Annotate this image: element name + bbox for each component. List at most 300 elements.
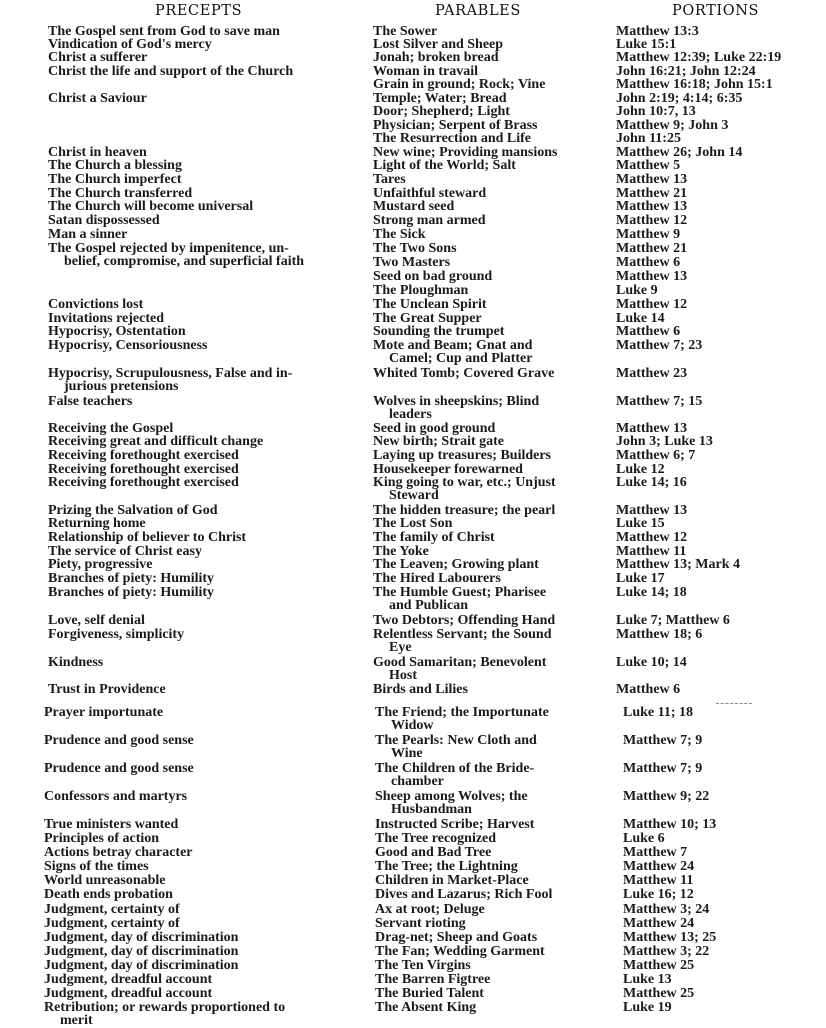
parable-cell xyxy=(373,105,510,118)
precept-cell-text: Man a sinner xyxy=(48,227,128,242)
parable-cell-text: The Leaven; Growing plant xyxy=(373,557,539,572)
parable-cell-text: The Great Supper xyxy=(373,311,482,326)
precept-cell xyxy=(48,517,146,530)
parable-cell-text: The Hired Labourers xyxy=(373,571,501,586)
parable-cell-text: Servant rioting xyxy=(375,916,466,931)
parable-cell xyxy=(373,200,454,213)
precept-cell-text: Judgment, certainty of xyxy=(44,916,180,931)
precept-cell xyxy=(48,614,145,627)
portion-cell xyxy=(616,132,681,145)
dashed-rule xyxy=(716,703,752,704)
portion-cell-text: Matthew 9 xyxy=(616,227,681,242)
precept-cell xyxy=(44,790,187,803)
parable-cell-text: King going to war, etc.; Unjust xyxy=(373,475,556,490)
parable-cell-continuation: Host xyxy=(389,668,417,684)
parable-cell-text: Door; Shepherd; Light xyxy=(373,104,510,119)
parable-cell xyxy=(375,945,545,958)
precept-cell xyxy=(48,325,186,338)
precept-cell xyxy=(44,706,163,719)
parable-cell-text: The Ploughman xyxy=(373,283,469,298)
precept-cell xyxy=(48,200,253,213)
parable-cell xyxy=(373,558,539,571)
parable-cell-continuation: Wine xyxy=(391,746,423,762)
parable-cell xyxy=(373,367,554,380)
parable-cell-text: Temple; Water; Bread xyxy=(373,91,507,106)
portion-cell-text: Luke 11; 18 xyxy=(623,705,694,720)
precept-cell-text: Receiving great and difficult change xyxy=(48,434,264,449)
portion-cell xyxy=(616,367,687,380)
portion-cell-text: Luke 19 xyxy=(623,1000,672,1015)
portion-cell xyxy=(616,449,695,462)
portion-cell-text: Matthew 11 xyxy=(616,544,687,559)
portion-cell-text: John 11:25 xyxy=(616,131,681,146)
precept-cell xyxy=(48,683,166,696)
portion-cell-text: John 16:21; John 12:24 xyxy=(616,64,756,79)
portion-cell-text: John 10:7, 13 xyxy=(616,104,696,119)
portion-cell xyxy=(616,105,696,118)
portion-cell xyxy=(616,256,680,269)
portion-cell xyxy=(616,284,658,297)
portion-cell-text: Matthew 5 xyxy=(616,158,681,173)
portion-cell-text: Matthew 11 xyxy=(623,873,694,888)
precept-cell-text: The Gospel rejected by impenitence, un- xyxy=(48,241,289,256)
parable-cell xyxy=(375,846,491,859)
parable-cell-text: Children in Market-Place xyxy=(375,873,529,888)
portion-cell xyxy=(616,51,781,64)
parable-cell xyxy=(373,173,406,186)
precept-cell-text: Piety, progressive xyxy=(48,557,153,572)
portion-cell-text: Matthew 6 xyxy=(616,324,681,339)
precept-cell-text: Judgment, certainty of xyxy=(44,902,180,917)
parable-cell-text: Grain in ground; Rock; Vine xyxy=(373,77,546,92)
portion-cell xyxy=(623,959,694,972)
precept-cell xyxy=(48,558,152,571)
precept-cell xyxy=(44,959,238,972)
portion-cell-text: Matthew 6 xyxy=(616,682,681,697)
parable-cell-text: The Buried Talent xyxy=(375,986,484,1001)
precept-cell-text: Prizing the Salvation of God xyxy=(48,503,218,518)
portion-cell xyxy=(623,888,694,901)
parable-cell-text: Birds and Lilies xyxy=(373,682,468,697)
portion-cell-text: Luke 14; 18 xyxy=(616,585,687,600)
parable-cell-text: Good and Bad Tree xyxy=(375,845,492,860)
precept-cell xyxy=(48,92,147,105)
precept-cell xyxy=(48,367,292,394)
parable-cell-text: Ax at root; Deluge xyxy=(375,902,485,917)
portion-cell xyxy=(623,1001,672,1014)
portion-cell-text: Matthew 12:39; Luke 22:19 xyxy=(616,50,782,65)
portion-cell xyxy=(623,931,716,944)
parable-cell xyxy=(373,159,516,172)
parable-cell-continuation: Steward xyxy=(389,488,439,504)
precept-cell xyxy=(48,628,184,641)
portion-cell-text: Matthew 13; 25 xyxy=(623,930,717,945)
precept-cell-text: Death ends probation xyxy=(44,887,173,902)
portion-cell xyxy=(616,572,665,585)
portion-cell-text: Matthew 7; 9 xyxy=(623,761,703,776)
portion-cell-text: Matthew 16:18; John 15:1 xyxy=(616,77,773,92)
precept-cell-continuation: jurious pretensions xyxy=(64,379,179,395)
parable-cell xyxy=(373,586,546,613)
precept-cell-text: Actions betray character xyxy=(44,845,193,860)
parable-cell xyxy=(373,214,486,227)
portion-cell-text: Matthew 3; 24 xyxy=(623,902,710,917)
precept-cell-text: False teachers xyxy=(48,394,133,409)
portion-cell xyxy=(616,298,687,311)
precept-cell-text: Receiving the Gospel xyxy=(48,421,174,436)
parable-cell-text: Mote and Beam; Gnat and xyxy=(373,338,533,353)
portion-cell-text: Matthew 26; John 14 xyxy=(616,145,743,160)
parable-cell-text: The hidden treasure; the pearl xyxy=(373,503,556,518)
portion-cell xyxy=(616,435,713,448)
parable-cell xyxy=(373,656,546,683)
precept-cell-text: Hypocrisy, Scrupulousness, False and in- xyxy=(48,366,293,381)
parable-cell xyxy=(375,1001,476,1014)
portion-cell-text: Matthew 9; 22 xyxy=(623,789,710,804)
parable-cell-continuation: chamber xyxy=(391,774,444,790)
precept-cell-text: Kindness xyxy=(48,655,104,670)
parable-cell xyxy=(375,762,534,789)
parable-cell xyxy=(373,325,504,338)
precept-cell xyxy=(44,931,238,944)
parable-cell-text: Instructed Scribe; Harvest xyxy=(375,817,535,832)
precept-cell-text: Prayer importunate xyxy=(44,705,164,720)
precept-cell-text: Satan dispossessed xyxy=(48,213,160,228)
parable-cell-text: Strong man armed xyxy=(373,213,486,228)
header-parables: PARABLES xyxy=(435,3,521,19)
precept-cell xyxy=(48,656,103,669)
portion-cell-text: Matthew 7; 23 xyxy=(616,338,703,353)
portion-cell-text: Matthew 7; 9 xyxy=(623,733,703,748)
portion-cell xyxy=(623,706,693,719)
parable-cell-text: The Lost Son xyxy=(373,516,453,531)
parable-cell xyxy=(375,903,485,916)
portion-cell xyxy=(616,476,687,489)
portion-cell-text: Luke 13 xyxy=(623,972,672,987)
precept-cell-text: World unreasonable xyxy=(44,873,166,888)
precept-cell xyxy=(48,449,239,462)
parable-cell-continuation: and Publican xyxy=(389,598,468,614)
portion-cell xyxy=(623,874,693,887)
precept-cell xyxy=(44,945,238,958)
precept-cell xyxy=(48,586,214,599)
precept-cell-text: Judgment, day of discrimination xyxy=(44,958,239,973)
portion-cell-text: Matthew 7; 15 xyxy=(616,394,703,409)
portion-cell xyxy=(616,270,687,283)
precept-cell xyxy=(44,832,159,845)
portion-cell-text: Matthew 13 xyxy=(616,199,688,214)
precept-cell-text: Prudence and good sense xyxy=(44,733,194,748)
precept-cell-text: Relationship of believer to Christ xyxy=(48,530,247,545)
parable-cell-continuation: Eye xyxy=(389,640,412,656)
portion-cell-text: Luke 12 xyxy=(616,462,665,477)
parable-cell xyxy=(373,572,501,585)
parable-cell-text: Woman in travail xyxy=(373,64,479,79)
precept-cell-text: The Church a blessing xyxy=(48,158,182,173)
portion-cell-text: Luke 14 xyxy=(616,311,665,326)
parable-cell-text: The Sick xyxy=(373,227,426,242)
portion-cell-text: Matthew 13 xyxy=(616,269,688,284)
header-precepts: PRECEPTS xyxy=(155,3,243,19)
portion-cell xyxy=(623,846,687,859)
parable-cell xyxy=(375,734,537,761)
precept-cell-text: Receiving forethought exercised xyxy=(48,475,239,490)
precept-cell-text: Convictions lost xyxy=(48,297,144,312)
parable-cell-text: The Tree recognized xyxy=(375,831,497,846)
parable-cell-text: Light of the World; Salt xyxy=(373,158,516,173)
portion-cell xyxy=(623,860,694,873)
portion-cell-text: Luke 15:1 xyxy=(616,37,677,52)
portion-cell-text: Matthew 12 xyxy=(616,213,688,228)
parable-cell-continuation: Husbandman xyxy=(391,802,472,818)
precept-cell xyxy=(48,572,214,585)
parable-cell xyxy=(373,531,495,544)
parable-cell-text: The Pearls: New Cloth and xyxy=(375,733,537,748)
portion-cell xyxy=(616,531,687,544)
portion-cell xyxy=(616,558,740,571)
parable-cell-text: Unfaithful steward xyxy=(373,186,487,201)
parable-cell xyxy=(373,228,426,241)
parable-cell-continuation: Camel; Cup and Platter xyxy=(389,351,533,367)
portion-cell xyxy=(616,656,687,669)
portion-cell xyxy=(616,614,730,627)
parable-cell xyxy=(375,973,490,986)
portion-cell-text: Matthew 12 xyxy=(616,297,688,312)
parable-cell xyxy=(375,917,466,930)
portion-cell-text: Matthew 18; 6 xyxy=(616,627,703,642)
portion-cell xyxy=(616,683,680,696)
parable-cell-text: Two Debtors; Offending Hand xyxy=(373,613,556,628)
portion-cell xyxy=(616,78,773,91)
precept-cell-text: True ministers wanted xyxy=(44,817,179,832)
precept-cell xyxy=(44,973,212,986)
precept-cell-text: Hypocrisy, Censoriousness xyxy=(48,338,208,353)
portion-cell-text: Matthew 24 xyxy=(623,859,695,874)
portion-cell xyxy=(623,790,709,803)
parable-cell xyxy=(373,435,504,448)
portion-cell-text: Matthew 6; 7 xyxy=(616,448,696,463)
parable-cell-text: Laying up treasures; Builders xyxy=(373,448,552,463)
portion-cell xyxy=(616,586,687,599)
precept-cell-text: The Church will become universal xyxy=(48,199,254,214)
parable-cell-text: The Sower xyxy=(373,24,438,39)
precept-cell xyxy=(44,860,149,873)
parable-cell-text: The Tree; the Lightning xyxy=(375,859,518,874)
precept-cell xyxy=(44,987,212,1000)
portion-cell-text: Matthew 3; 22 xyxy=(623,944,710,959)
precept-cell-text: Branches of piety: Humility xyxy=(48,571,215,586)
portion-cell xyxy=(616,339,702,352)
portion-cell-text: Matthew 10; 13 xyxy=(623,817,717,832)
portion-cell xyxy=(616,628,702,641)
parable-cell xyxy=(375,874,529,887)
portion-cell xyxy=(616,173,687,186)
precept-cell-text: Principles of action xyxy=(44,831,160,846)
portion-cell-text: Luke 14; 16 xyxy=(616,475,687,490)
parable-cell-text: The Friend; the Importunate xyxy=(375,705,549,720)
precept-cell-text: Invitations rejected xyxy=(48,311,164,326)
portion-cell-text: Luke 6 xyxy=(623,831,665,846)
precept-cell-text: Returning home xyxy=(48,516,146,531)
parable-cell-text: Seed in good ground xyxy=(373,421,496,436)
portion-cell-text: Matthew 21 xyxy=(616,186,688,201)
portion-cell-text: Matthew 7 xyxy=(623,845,688,860)
parable-cell-text: The family of Christ xyxy=(373,530,495,545)
portion-cell-text: Matthew 25 xyxy=(623,986,695,1001)
portion-cell xyxy=(623,734,702,747)
portion-cell xyxy=(616,242,687,255)
parable-cell-continuation: leaders xyxy=(389,407,432,423)
portion-cell-text: John 3; Luke 13 xyxy=(616,434,713,449)
portion-cell xyxy=(623,903,709,916)
portion-cell xyxy=(623,832,665,845)
precept-cell-continuation: merit xyxy=(60,1013,93,1028)
precept-cell-text: Branches of piety: Humility xyxy=(48,585,215,600)
parable-cell-text: Seed on bad ground xyxy=(373,269,493,284)
portion-cell-text: Matthew 6 xyxy=(616,255,681,270)
precept-cell-text: The Gospel sent from God to save man xyxy=(48,24,280,39)
portion-cell xyxy=(623,987,694,1000)
parable-cell-text: Lost Silver and Sheep xyxy=(373,37,504,52)
portion-cell xyxy=(616,214,687,227)
parable-cell xyxy=(373,395,539,422)
precept-cell xyxy=(44,888,173,901)
parable-cell xyxy=(373,256,450,269)
parable-cell xyxy=(375,888,552,901)
parable-cell-text: Two Masters xyxy=(373,255,451,270)
portion-cell-text: Matthew 24 xyxy=(623,916,695,931)
parable-cell xyxy=(375,790,528,817)
parable-cell xyxy=(373,476,556,503)
portion-cell xyxy=(623,945,709,958)
portion-cell-text: John 2:19; 4:14; 6:35 xyxy=(616,91,743,106)
precept-cell xyxy=(48,173,182,186)
precept-cell-text: Love, self denial xyxy=(48,613,145,628)
precept-cell xyxy=(48,228,127,241)
portion-cell xyxy=(616,159,680,172)
portion-cell xyxy=(616,395,702,408)
parable-cell-text: The Ten Virgins xyxy=(375,958,471,973)
header-portions: PORTIONS xyxy=(672,3,760,19)
parable-cell xyxy=(375,832,496,845)
parable-cell-text: Sounding the trumpet xyxy=(373,324,505,339)
parable-cell-text: New birth; Strait gate xyxy=(373,434,505,449)
parable-cell xyxy=(373,339,533,366)
portion-cell-text: Luke 10; 14 xyxy=(616,655,687,670)
portion-cell-text: Matthew 12 xyxy=(616,530,688,545)
parable-cell-text: The Barren Figtree xyxy=(375,972,491,987)
precept-cell-text: Forgiveness, simplicity xyxy=(48,627,185,642)
precept-cell xyxy=(48,65,293,78)
portion-cell-text: Matthew 23 xyxy=(616,366,688,381)
parable-cell xyxy=(373,242,457,255)
portion-cell xyxy=(623,762,702,775)
parable-cell xyxy=(373,284,468,297)
precept-cell-text: Christ a sufferer xyxy=(48,50,148,65)
precept-cell-text: The service of Christ easy xyxy=(48,544,202,559)
parable-cell-text: Housekeeper forewarned xyxy=(373,462,523,477)
portion-cell-text: Luke 15 xyxy=(616,516,665,531)
parable-cell-text: Good Samaritan; Benevolent xyxy=(373,655,547,670)
precept-cell xyxy=(44,903,180,916)
parable-cell xyxy=(373,298,487,311)
precept-cell-text: Confessors and martyrs xyxy=(44,789,188,804)
parable-cell-text: The Resurrection and Life xyxy=(373,131,532,146)
precept-cell xyxy=(44,818,178,831)
precept-cell xyxy=(48,531,246,544)
precept-cell-text: Judgment, day of discrimination xyxy=(44,944,239,959)
parable-cell xyxy=(375,818,534,831)
precept-cell xyxy=(48,214,160,227)
precept-cell-text: Judgment, dreadful account xyxy=(44,972,213,987)
portion-cell xyxy=(616,325,680,338)
precept-cell-text: Prudence and good sense xyxy=(44,761,194,776)
precept-cell xyxy=(44,734,194,747)
parable-cell-text: Relentless Servant; the Sound xyxy=(373,627,552,642)
precept-cell-text: Hypocrisy, Ostentation xyxy=(48,324,186,339)
parable-cell xyxy=(375,987,484,1000)
precept-cell xyxy=(48,51,147,64)
precept-cell xyxy=(44,874,166,887)
parable-cell-text: Drag-net; Sheep and Goats xyxy=(375,930,538,945)
parable-cell-continuation: Widow xyxy=(391,718,434,734)
parable-cell-text: Whited Tomb; Covered Grave xyxy=(373,366,555,381)
precept-cell-text: Vindication of God's mercy xyxy=(48,37,212,52)
precept-cell-text: Judgment, dreadful account xyxy=(44,986,213,1001)
precept-cell xyxy=(44,762,194,775)
parable-cell-text: Wolves in sheepskins; Blind xyxy=(373,394,540,409)
precept-cell-text: Christ in heaven xyxy=(48,145,147,160)
precept-cell-text: Retribution; or rewards proportioned to xyxy=(44,1000,286,1015)
portion-cell-text: Luke 16; 12 xyxy=(623,887,694,902)
portion-cell-text: Matthew 13:3 xyxy=(616,24,699,39)
portion-cell-text: Luke 9 xyxy=(616,283,658,298)
parable-cell xyxy=(373,449,551,462)
parable-cell xyxy=(373,132,531,145)
precept-cell xyxy=(44,917,180,930)
precept-cell xyxy=(48,242,304,269)
precept-cell-text: Trust in Providence xyxy=(48,682,166,697)
precept-cell xyxy=(48,298,143,311)
precept-cell-continuation: belief, compromise, and superficial faith xyxy=(64,254,305,270)
parable-cell-text: The Unclean Spirit xyxy=(373,297,487,312)
portion-cell xyxy=(616,517,665,530)
portion-cell xyxy=(623,973,672,986)
portion-cell-text: Matthew 25 xyxy=(623,958,695,973)
precept-cell-text: Receiving forethought exercised xyxy=(48,448,239,463)
precept-cell-text: Judgment, day of discrimination xyxy=(44,930,239,945)
parable-cell xyxy=(373,270,492,283)
portion-cell-text: Matthew 13; Mark 4 xyxy=(616,557,741,572)
parable-cell-text: Physician; Serpent of Brass xyxy=(373,118,538,133)
parable-cell xyxy=(373,628,552,655)
parable-cell xyxy=(373,683,468,696)
parable-cell xyxy=(375,706,549,733)
parable-cell xyxy=(373,78,545,91)
portion-cell-text: Matthew 21 xyxy=(616,241,688,256)
portion-cell-text: Matthew 13 xyxy=(616,172,688,187)
parable-cell-text: The Absent King xyxy=(375,1000,477,1015)
precept-cell xyxy=(48,395,132,408)
parable-cell-text: Jonah; broken bread xyxy=(373,50,499,65)
precept-cell xyxy=(48,339,207,352)
parable-cell-text: The Humble Guest; Pharisee xyxy=(373,585,547,600)
parable-cell xyxy=(375,860,518,873)
portion-cell-text: Matthew 9; John 3 xyxy=(616,118,729,133)
parable-cell-text: Mustard seed xyxy=(373,199,455,214)
precept-cell-text: Christ the life and support of the Church xyxy=(48,64,294,79)
precept-cell-text: Receiving forethought exercised xyxy=(48,462,239,477)
